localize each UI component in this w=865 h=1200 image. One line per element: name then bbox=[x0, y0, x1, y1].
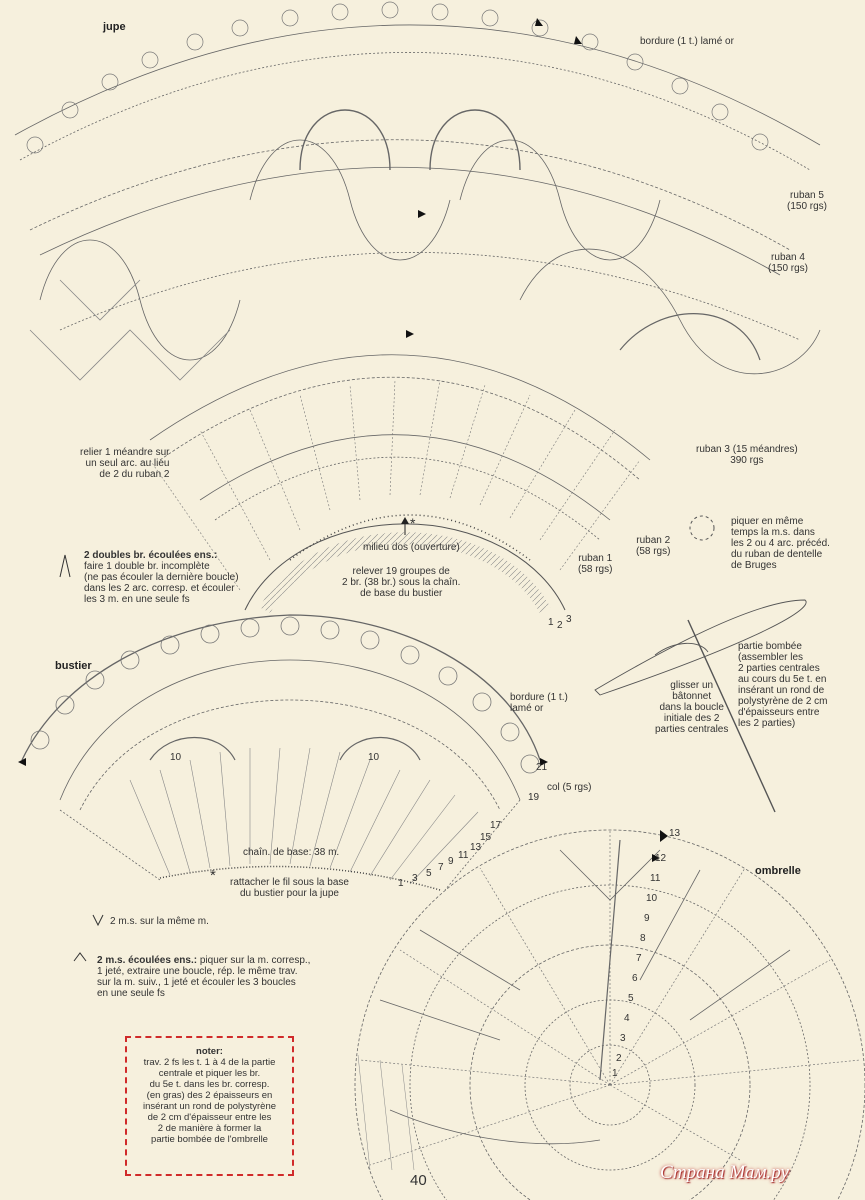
bustier-star-mark: * bbox=[210, 867, 216, 884]
jupe-row-2: 2 bbox=[557, 620, 563, 631]
relever-label: relever 19 groupes de 2 br. (38 br.) sous la chaîn. de base du bustier bbox=[342, 566, 461, 599]
bustier-inner-10-right: 10 bbox=[368, 752, 380, 763]
round-8: 8 bbox=[640, 933, 646, 944]
round-7: 7 bbox=[636, 953, 642, 964]
round-10: 10 bbox=[646, 893, 658, 904]
rattacher-label: rattacher le fil sous la base du bustier pour la jupe bbox=[230, 877, 349, 899]
bustier-num-5: 5 bbox=[426, 868, 432, 879]
bustier-num-9: 9 bbox=[448, 856, 454, 867]
note-box bbox=[125, 1036, 294, 1176]
partie-bombee-label: partie bombée (assembler les 2 parties centrales au cours du 5e t. en insérant un rond de polystyrène de 2 cm d'épaisseurs entre les 2 parties) bbox=[738, 641, 828, 729]
bustier-num-3: 3 bbox=[412, 873, 418, 884]
watermark bbox=[660, 1162, 860, 1192]
jupe-row-1: 1 bbox=[548, 617, 554, 628]
bustier-num-15: 15 bbox=[480, 832, 492, 843]
round-9: 9 bbox=[644, 913, 650, 924]
round-4: 4 bbox=[624, 1013, 630, 1024]
bustier-title: bustier bbox=[55, 660, 92, 672]
jupe-row-3: 3 bbox=[566, 614, 572, 625]
bustier-num-17: 17 bbox=[490, 820, 502, 831]
two-ms-ecoulees-symbol-icon bbox=[74, 953, 86, 961]
ruban4-label: ruban 4 (150 rgs) bbox=[768, 252, 809, 274]
bustier-inner-10-left: 10 bbox=[170, 752, 182, 763]
legend-symbols bbox=[60, 555, 103, 961]
ruban5-label: ruban 5 (150 rgs) bbox=[787, 190, 828, 212]
bustier-num-11: 11 bbox=[458, 850, 469, 861]
round-13: 13 bbox=[669, 828, 681, 839]
glisser-label: glisser un bâtonnet dans la boucle initiale des 2 parties centrales bbox=[655, 680, 729, 735]
bustier-num-19: 19 bbox=[528, 792, 540, 803]
round-12: 12 bbox=[655, 853, 667, 864]
legend-ms-ecoulees-title: 2 m.s. écoulées ens.: bbox=[97, 955, 198, 966]
watermark-text: Страна Мам bbox=[660, 1162, 767, 1183]
round-2: 2 bbox=[616, 1053, 622, 1064]
bustier-num-1: 1 bbox=[398, 878, 404, 889]
note-text: trav. 2 fs les t. 1 à 4 de la partie centrale et piquer les br. du 5e t. dans les br. corresp. (en gras) des 2 épaisseurs en insérant un rond de polystyrène de 2 cm d'épaisseur entre les 2 de manière à former la partie bombée de l'ombrelle bbox=[142, 1057, 277, 1145]
piquer-symbol-icon bbox=[690, 516, 714, 540]
jupe-title: jupe bbox=[103, 21, 126, 33]
bustier-num-13: 13 bbox=[470, 842, 482, 853]
col-label: col (5 rgs) bbox=[547, 782, 592, 793]
bustier-num-21: 21 bbox=[536, 762, 548, 773]
jupe-bordure-label: bordure (1 t.) lamé or bbox=[640, 36, 734, 47]
ruban1-label: ruban 1 (58 rgs) bbox=[578, 553, 613, 575]
watermark-suffix: .ру bbox=[766, 1162, 789, 1183]
ombrelle-diagram bbox=[355, 830, 865, 1200]
double-br-symbol-icon bbox=[60, 555, 70, 577]
legend-doubles-br bbox=[84, 550, 239, 605]
jupe-diagram bbox=[15, 2, 820, 610]
chain-base-label: chaîn. de base: 38 m. bbox=[243, 847, 340, 858]
piquer-label: piquer en même temps la m.s. dans les 2 ou 4 arc. précéd. du ruban de dentelle de Bruges bbox=[731, 516, 830, 571]
ombrelle-title: ombrelle bbox=[755, 865, 801, 877]
relier-label: relier 1 méandre sur un seul arc. au lieu de 2 du ruban 2 bbox=[80, 447, 170, 480]
bustier-bordure-label: bordure (1 t.) lamé or bbox=[510, 692, 568, 714]
round-6: 6 bbox=[632, 973, 638, 984]
round-11: 11 bbox=[650, 873, 661, 884]
legend-ms-ecoulees bbox=[97, 955, 310, 999]
round-5: 5 bbox=[628, 993, 634, 1004]
round-1: 1 bbox=[612, 1068, 618, 1079]
legend-ms-ecoulees-text: piquer sur la m. corresp., 1 jeté, extraire une boucle, rép. le même trav. sur la m. suiv., 1 jeté et écouler les 3 boucles en une seule fs bbox=[97, 955, 311, 999]
ruban3-label: ruban 3 (15 méandres) 390 rgs bbox=[696, 444, 798, 466]
legend-doubles-title: 2 doubles br. écoulées ens.: bbox=[84, 550, 218, 561]
legend-ms-same: 2 m.s. sur la même m. bbox=[110, 916, 209, 927]
jupe-star-mark: * bbox=[410, 515, 416, 531]
bustier-num-7: 7 bbox=[438, 862, 444, 873]
milieu-dos-label: milieu dos (ouverture) bbox=[363, 542, 460, 553]
round-3: 3 bbox=[620, 1033, 626, 1044]
legend-doubles-text: faire 1 double br. incomplète (ne pas écouler la dernière boucle) dans les 2 arc. corresp. et écouler les 3 m. en une seule fs bbox=[84, 561, 239, 605]
note-title: noter: bbox=[196, 1046, 223, 1057]
ruban2-label: ruban 2 (58 rgs) bbox=[636, 535, 671, 557]
two-ms-same-symbol-icon bbox=[93, 915, 103, 925]
page-number: 40 bbox=[410, 1172, 427, 1189]
